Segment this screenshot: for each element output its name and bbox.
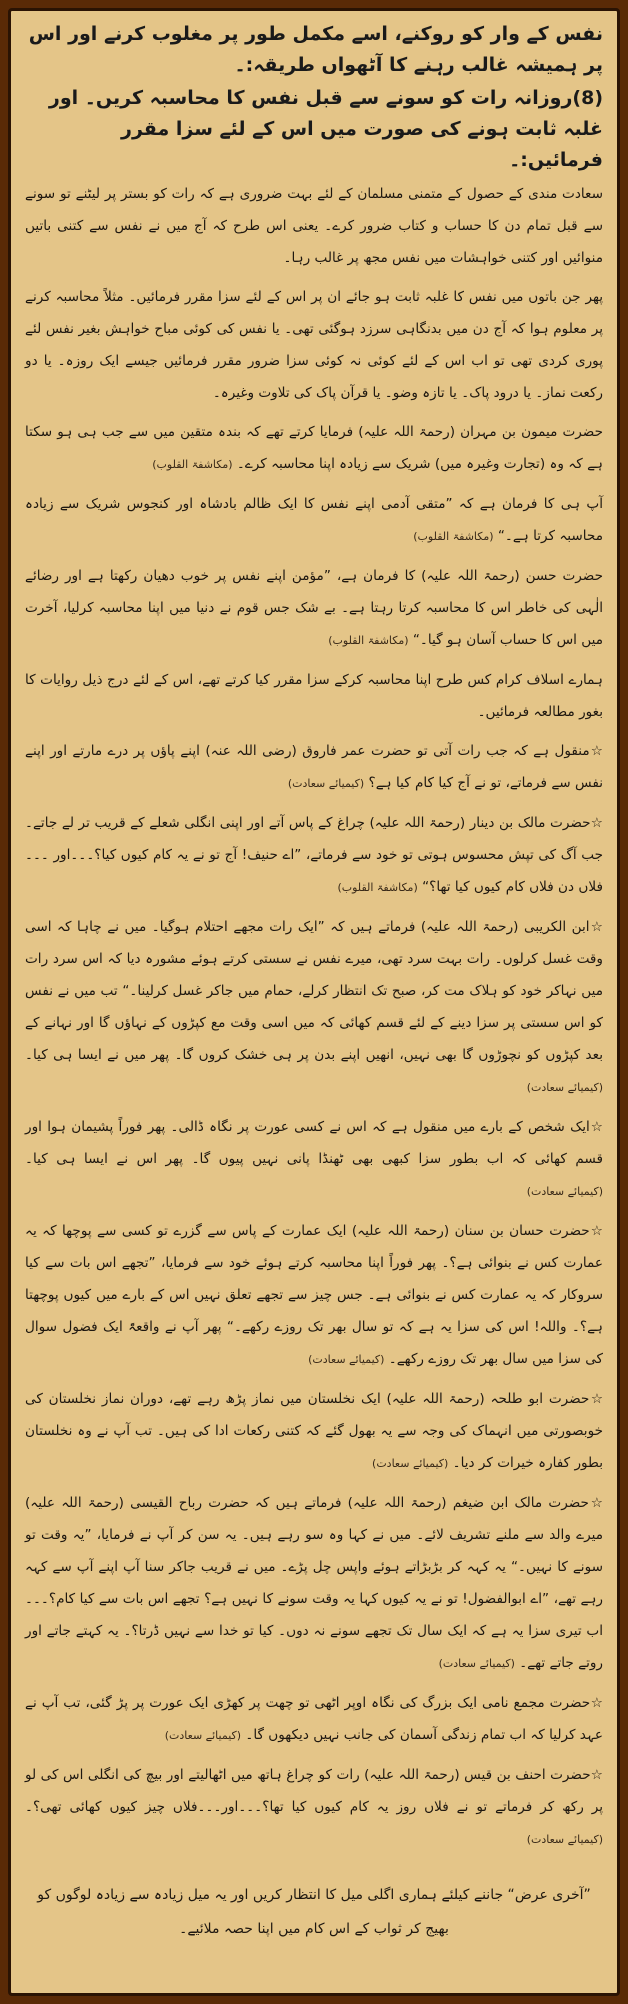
paragraph-text: ☆ایک شخص کے بارے میں منقول ہے کہ اس نے کسی عورت پر نگاہ ڈالی۔ پھر فوراً پشیمان ہوا اور قسم کھائی کہ اب بطور سزا کبھی بھی ٹھنڈا پانی نہیں پیوں گا۔ پھر اس نے ایسا ہی کیا۔ <box>25 1119 603 1167</box>
paragraph-text: حضرت حسن (رحمۃ اللہ علیہ) کا فرمان ہے، ”مؤمن اپنے نفس پر خوب دھیان رکھتا ہے اور رضائے الٰہی کی خاطر اس کا محاسبہ کرتا رہتا ہے۔ بے شک جس قوم نے دنیا میں اپنا محاسبہ کرلیا، آخرت میں اس کا حساب آسان ہو گیا۔“ <box>25 568 603 648</box>
paragraph-text: ☆ابن الکریبی (رحمۃ اللہ علیہ) فرماتے ہیں کہ ”ایک رات مجھے احتلام ہوگیا۔ میں نے چاہا کہ اسی وقت غسل کرلوں۔ رات بہت سرد تھی، میرے نفس نے سستی کرتے ہوئے مشورہ دیا کہ اس سرد رات میں نہاکر خود کو ہلاک مت کر، صبح تک انتظار کرلے، حمام میں جاکر غسل کرلینا۔“ تب میں نے نفس کو اس سستی پر سزا دینے کے لئے قسم کھائی کہ میں اسی وقت مع کپڑوں کے نہاؤں گا اور نہانے کے بعد کپڑوں کو نچوڑوں گا بھی نہیں، انھیں اپنے بدن پر ہی خشک کروں گا۔ پھر میں نے ایسا ہی کیا۔ <box>25 919 603 1063</box>
paragraph-punishment <box>25 281 603 409</box>
paragraph-cold-water <box>25 1111 603 1208</box>
paragraph-intro <box>25 178 603 274</box>
paragraph-abu-talha <box>25 1383 603 1480</box>
source-citation: (مکاشفۃ القلوب) <box>328 634 409 647</box>
paragraph-text: ☆حضرت احنف بن قیس (رحمۃ اللہ علیہ) رات کو چراغ ہاتھ میں اٹھالیتے اور بیچ کی انگلی اس کی لو پر رکھ کر فرماتے تو نے فلاں روز یہ کام کیوں کیا تھا؟۔۔۔اور۔۔۔فلاں چیز کیوں کھائی تھی؟۔ <box>25 1767 603 1815</box>
paragraph-majma <box>25 1687 603 1752</box>
source-citation: (مکاشفۃ القلوب) <box>337 881 418 894</box>
paragraph-text: سعادت مندی کے حصول کے متمنی مسلمان کے لئے بہت ضروری ہے کہ رات کو بستر پر لیٹنے تو سونے سے قبل تمام دن کا حساب و کتاب ضرور کرے۔ یعنی اس طرح کہ آج میں نے نفس سے کتنی باتیں منوائیں اور کتنی خواہشات میں نفس مجھ پر غالب رہا۔ <box>25 186 603 266</box>
paragraph-aslaf <box>25 664 603 728</box>
source-citation: (کیمیائے سعادت) <box>372 1457 449 1470</box>
paragraph-text: ☆منقول ہے کہ جب رات آتی تو حضرت عمر فاروق (رضی اللہ عنہ) اپنے پاؤں پر درے مارتے اور اپنے نفس سے فرماتے، تو نے آج کیا کام کیا ہے؟ <box>25 743 603 791</box>
paragraph-hasan <box>25 560 603 657</box>
source-citation: (مکاشفۃ القلوب) <box>152 458 233 471</box>
source-citation: (مکاشفۃ القلوب) <box>413 530 494 543</box>
source-citation: (کیمیائے سعادت) <box>308 1353 385 1366</box>
closing-note: ”آخری عرض“ جاننے کیلئے ہماری اگلی میل کا انتظار کریں اور یہ میل زیادہ سے زیادہ لوگوں کو بھیج کر ثواب کے اس کام میں اپنا حصہ ملائیے۔ <box>37 1887 591 1937</box>
paragraph-text: پھر جن باتوں میں نفس کا غلبہ ثابت ہو جائے ان پر اس کے لئے سزا مقرر فرمائیں۔ مثلاً محاسبہ کرنے پر معلوم ہوا کہ آج دن میں بدنگاہی سرزد ہوگئی تھی۔ یا نفس کی کوئی مباح خواہش بغیر نفس لئے پوری کردی تھی تو اب اس کے لئے کوئی نہ کوئی سزا ضرور مقرر فرمائیں جیسے ایک روزہ۔ یا دو رکعت نماز۔ یا درود پاک۔ یا تازہ وضو۔ یا قرآن پاک کی تلاوت وغیرہ۔ <box>25 289 603 401</box>
paragraph-hassan-sinan <box>25 1215 603 1376</box>
paragraph-rabah <box>25 1487 603 1680</box>
paragraph-text: حضرت میمون بن مہران (رحمۃ اللہ علیہ) فرمایا کرتے تھے کہ بندہ متقین میں سے جب ہی ہو سکتا ہے کہ وہ (تجارت وغیرہ میں) شریک سے زیادہ اپنا محاسبہ کرے۔ <box>25 424 603 472</box>
paragraph-maimoon-saying <box>25 488 603 553</box>
source-citation: (کیمیائے سعادت) <box>164 1729 242 1742</box>
paragraph-text: ☆حضرت مجمع نامی ایک بزرگ کی نگاہ اوپر اٹھی تو چھت پر کھڑی ایک عورت پر پڑ گئی، تب آپ نے عہد کرلیا کہ اب تمام زندگی آسمان کی جانب نہیں دیکھوں گا۔ <box>25 1695 603 1743</box>
source-citation: (کیمیائے سعادت) <box>438 1657 515 1670</box>
paragraph-ahnaf <box>25 1759 603 1856</box>
article-sheet <box>8 8 620 1996</box>
paragraph-text: ہمارے اسلاف کرام کس طرح اپنا محاسبہ کرکے سزا مقرر کیا کرتے تھے، اس کے لئے درج ذیل روایات کا بغور مطالعہ فرمائیں۔ <box>25 672 603 720</box>
source-citation: (کیمیائے سعادت) <box>526 1833 603 1846</box>
paragraph-ibn-karibi <box>25 911 603 1104</box>
source-citation: (کیمیائے سعادت) <box>526 1185 603 1198</box>
paragraph-text: ☆حضرت ابو طلحہ (رحمۃ اللہ علیہ) ایک نخلستان میں نماز پڑھ رہے تھے، دوران نماز نخلستان کی خوبصورتی میں انہماک کی وجہ سے یہ بھول گئے کہ کتنی رکعات ادا کی ہیں۔ تب آپ نے وہ نخلستان بطور کفارہ خیرات کر دیا۔ <box>25 1391 603 1471</box>
heading-subtitle: (8)روزانہ رات کو سونے سے قبل نفس کا محاسبہ کریں۔ اور غلبہ ثابت ہونے کی صورت میں اس کے لئے سزا مقرر فرمائیں:۔ <box>48 87 603 171</box>
heading-title: نفس کے وار کو روکنے، اسے مکمل طور پر مغلوب کرنے اور اس پر ہمیشہ غالب رہنے کا آٹھواں طریقہ:۔ <box>28 23 603 76</box>
source-citation: (کیمیائے سعادت) <box>287 777 365 790</box>
paragraph-umar <box>25 735 603 800</box>
source-citation: (کیمیائے سعادت) <box>526 1081 603 1094</box>
paragraph-text: ☆حضرت حسان بن سنان (رحمۃ اللہ علیہ) ایک عمارت کے پاس سے گزرے تو کسی سے پوچھا کہ یہ عمارت کس نے بنوائی ہے؟۔ پھر فوراً اپنا محاسبہ کرتے ہوئے خود سے فرمایا، ”تجھے اس بات سے کیا سروکار کہ یہ عمارت کس نے بنوائی ہے۔ جس چیز سے تجھے تعلق نہیں اس کے بارے میں کیوں پوچھتا ہے؟۔ واللہ! اس کی سزا یہ ہے کہ تو سال بھر تک روزے رکھے۔“ پھر آپ نے واقعۃً ایک فضول سوال کی سزا میں سال بھر تک روزے رکھے۔ <box>25 1223 603 1367</box>
paragraph-text: ☆حضرت مالک ابن ضیغم (رحمۃ اللہ علیہ) فرماتے ہیں کہ حضرت رباح القیسی (رحمۃ اللہ علیہ) میرے والد سے ملنے تشریف لائے۔ میں نے کہا وہ سو رہے ہیں۔ یہ سن کر آپ نے فرمایا، ”یہ وقت تو سونے کا نہیں۔“ یہ کہہ کر بڑبڑاتے ہوئے واپس چل پڑے۔ میں نے قریب جاکر سنا آپ اپنے آپ سے کہہ رہے تھے، ”اے ابوالفضول! تو نے یہ کیوں کہا یہ وقت سونے کا نہیں ہے؟ تجھے اس بات سے کیا کام؟۔۔۔اب تیری سزا یہ ہے کہ ایک سال تک تجھے سونے نہ دوں۔ کیا تو خدا سے نہیں ڈرتا؟۔ یہ کہتے جاتے اور روتے جاتے تھے۔ <box>25 1495 603 1671</box>
paragraph-text: آپ ہی کا فرمان ہے کہ ”متقی آدمی اپنے نفس کا ایک ظالم بادشاہ اور کنجوس شریک سے زیادہ محاسبہ کرتا ہے۔“ <box>25 496 603 544</box>
article-body <box>25 178 603 1856</box>
paragraph-malik-dinar <box>25 807 603 904</box>
paragraph-maimoon <box>25 416 603 481</box>
paragraph-text: ☆حضرت مالک بن دینار (رحمۃ اللہ علیہ) چراغ کے پاس آتے اور اپنی انگلی شعلے کے قریب تر لے جاتے۔ جب آگ کی تپش محسوس ہوتی تو خود سے فرماتے، ”اے حنیف! آج تو نے یہ کام کیوں کیا؟۔۔۔اور ۔۔۔فلاں دن فلاں کام کیوں کیا تھا؟“ <box>25 815 603 895</box>
